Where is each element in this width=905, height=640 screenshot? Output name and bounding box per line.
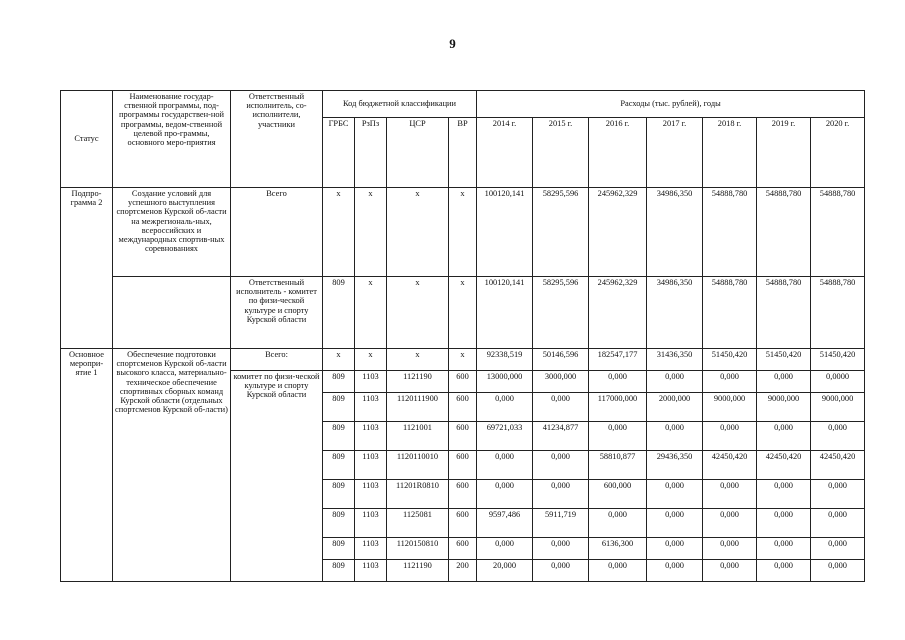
cell-value: 0,000 — [703, 480, 757, 509]
cell-csr: 1125081 — [387, 509, 449, 538]
cell-value: 0,000 — [533, 538, 589, 560]
cell-value: 42450,420 — [811, 451, 865, 480]
cell-vr: х — [449, 349, 477, 371]
cell-value: 34986,350 — [647, 277, 703, 349]
block2-row — [61, 349, 865, 371]
header-expenses: Расходы (тыс. рублей), годы — [477, 91, 865, 118]
cell-value: 5911,719 — [533, 509, 589, 538]
cell-csr: х — [387, 277, 449, 349]
cell-value: 0,000 — [589, 509, 647, 538]
cell-grbs: 809 — [323, 538, 355, 560]
cell-value: 9597,486 — [477, 509, 533, 538]
cell-value: 0,000 — [533, 560, 589, 582]
cell-value: 0,000 — [811, 480, 865, 509]
cell-value: 54888,780 — [811, 188, 865, 277]
cell-value: 69721,033 — [477, 422, 533, 451]
cell-value: 50146,596 — [533, 349, 589, 371]
cell-csr: 1120110010 — [387, 451, 449, 480]
cell-value: 20,000 — [477, 560, 533, 582]
header-rzpr: РзПз — [355, 118, 387, 188]
cell-grbs: 809 — [323, 560, 355, 582]
cell-rzpr: 1103 — [355, 422, 387, 451]
cell-value: 6136,300 — [589, 538, 647, 560]
block2-executor-total: Всего: — [231, 349, 323, 371]
cell-value: 54888,780 — [757, 277, 811, 349]
cell-grbs: 809 — [323, 371, 355, 393]
cell-grbs: х — [323, 188, 355, 277]
cell-value: 9000,000 — [757, 393, 811, 422]
cell-value: 34986,350 — [647, 188, 703, 277]
cell-value: 41234,877 — [533, 422, 589, 451]
cell-rzpr: 1103 — [355, 560, 387, 582]
header-budget-code: Код бюджетной классификации — [323, 91, 477, 118]
header-vr: ВР — [449, 118, 477, 188]
cell-value: 54888,780 — [703, 188, 757, 277]
block1-executor-total: Всего — [231, 188, 323, 277]
cell-value: 31436,350 — [647, 349, 703, 371]
cell-value: 0,000 — [647, 371, 703, 393]
cell-vr: 600 — [449, 480, 477, 509]
cell-value: 0,000 — [811, 422, 865, 451]
cell-vr: 600 — [449, 393, 477, 422]
cell-value: 54888,780 — [811, 277, 865, 349]
cell-value: 0,000 — [703, 538, 757, 560]
cell-value: 0,000 — [477, 393, 533, 422]
header-executor: Ответственный исполнитель, со-исполнители, участники — [231, 91, 323, 188]
cell-value: 0,000 — [647, 480, 703, 509]
cell-value: 0,000 — [703, 560, 757, 582]
cell-value: 29436,350 — [647, 451, 703, 480]
cell-vr: 600 — [449, 422, 477, 451]
cell-csr: 1121190 — [387, 560, 449, 582]
cell-value: 9000,000 — [811, 393, 865, 422]
cell-rzpr: х — [355, 188, 387, 277]
cell-value: 245962,329 — [589, 188, 647, 277]
block1-executor-responsible: Ответственный исполнитель - комитет по физи-ческой культуре и спорту Курской области — [231, 277, 323, 349]
header-year: 2014 г. — [477, 118, 533, 188]
cell-value: 100120,141 — [477, 277, 533, 349]
page-number: 9 — [449, 36, 456, 51]
cell-grbs: 809 — [323, 509, 355, 538]
cell-value: 0,000 — [533, 480, 589, 509]
cell-value: 0,0000 — [811, 371, 865, 393]
cell-vr: 200 — [449, 560, 477, 582]
cell-vr: 600 — [449, 371, 477, 393]
cell-csr: 1120111900 — [387, 393, 449, 422]
cell-value: 245962,329 — [589, 277, 647, 349]
cell-vr: х — [449, 277, 477, 349]
cell-value: 51450,420 — [757, 349, 811, 371]
cell-grbs: х — [323, 349, 355, 371]
header-name: Наименование государ-ственной программы, под-программы государствен-ной программы, ведом-ственной целевой про-граммы, основного меро-приятия — [113, 91, 231, 188]
block1-status: Подпро-грамма 2 — [61, 188, 113, 349]
cell-value: 0,000 — [757, 509, 811, 538]
cell-value: 0,000 — [647, 509, 703, 538]
budget-table — [60, 90, 865, 582]
header-year: 2018 г. — [703, 118, 757, 188]
cell-value: 58810,877 — [589, 451, 647, 480]
cell-value: 0,000 — [757, 422, 811, 451]
cell-rzpr: 1103 — [355, 371, 387, 393]
cell-vr: 600 — [449, 509, 477, 538]
cell-value: 2000,000 — [647, 393, 703, 422]
cell-grbs: 809 — [323, 480, 355, 509]
cell-csr: 1121190 — [387, 371, 449, 393]
cell-value: 0,000 — [757, 560, 811, 582]
cell-value: 0,000 — [589, 371, 647, 393]
cell-value: 54888,780 — [757, 188, 811, 277]
cell-csr: 11201R0810 — [387, 480, 449, 509]
block2-status: Основное меропри-ятие 1 — [61, 349, 113, 582]
cell-value: 0,000 — [647, 422, 703, 451]
cell-rzpr: 1103 — [355, 451, 387, 480]
cell-value: 0,000 — [811, 538, 865, 560]
cell-value: 42450,420 — [757, 451, 811, 480]
cell-vr: х — [449, 188, 477, 277]
cell-rzpr: 1103 — [355, 393, 387, 422]
cell-grbs: 809 — [323, 277, 355, 349]
cell-csr: х — [387, 349, 449, 371]
cell-value: 117000,000 — [589, 393, 647, 422]
cell-value: 9000,000 — [703, 393, 757, 422]
cell-csr: 1120150810 — [387, 538, 449, 560]
cell-vr: 600 — [449, 538, 477, 560]
cell-rzpr: 1103 — [355, 538, 387, 560]
cell-value: 0,000 — [477, 480, 533, 509]
cell-value: 0,000 — [589, 422, 647, 451]
cell-rzpr: х — [355, 277, 387, 349]
header-year: 2016 г. — [589, 118, 647, 188]
cell-value: 0,000 — [533, 451, 589, 480]
block1-name: Создание условий для успешного выступления спортсменов Курской об-ласти на межрегиональ-ных, всероссийских и международных спортив-ных соревнованиях — [113, 188, 231, 277]
cell-value: 0,000 — [647, 538, 703, 560]
header-status: Статус — [61, 91, 113, 188]
cell-csr: 1121001 — [387, 422, 449, 451]
cell-value: 0,000 — [703, 509, 757, 538]
cell-rzpr: 1103 — [355, 509, 387, 538]
cell-value: 0,000 — [811, 560, 865, 582]
block1-name-empty — [113, 277, 231, 349]
cell-value: 58295,596 — [533, 188, 589, 277]
cell-value: 3000,000 — [533, 371, 589, 393]
cell-value: 0,000 — [757, 371, 811, 393]
header-csr: ЦСР — [387, 118, 449, 188]
cell-vr: 600 — [449, 451, 477, 480]
cell-grbs: 809 — [323, 393, 355, 422]
cell-rzpr: х — [355, 349, 387, 371]
header-year: 2020 г. — [811, 118, 865, 188]
cell-value: 0,000 — [757, 538, 811, 560]
cell-value: 54888,780 — [703, 277, 757, 349]
cell-csr: х — [387, 188, 449, 277]
cell-rzpr: 1103 — [355, 480, 387, 509]
header-grbs: ГРБС — [323, 118, 355, 188]
cell-value: 182547,177 — [589, 349, 647, 371]
header-year: 2019 г. — [757, 118, 811, 188]
cell-value: 0,000 — [647, 560, 703, 582]
cell-value: 51450,420 — [703, 349, 757, 371]
cell-value: 600,000 — [589, 480, 647, 509]
cell-value: 0,000 — [477, 538, 533, 560]
cell-value: 58295,596 — [533, 277, 589, 349]
cell-value: 42450,420 — [703, 451, 757, 480]
header-year: 2015 г. — [533, 118, 589, 188]
cell-value: 0,000 — [703, 422, 757, 451]
block2-executor: комитет по физи-ческой культуре и спорту Курской области — [231, 371, 323, 582]
cell-value: 0,000 — [811, 509, 865, 538]
cell-value: 0,000 — [589, 560, 647, 582]
cell-value: 0,000 — [757, 480, 811, 509]
cell-grbs: 809 — [323, 451, 355, 480]
cell-value: 0,000 — [533, 393, 589, 422]
block2-name: Обеспечение подготовки спортсменов Курской об-ласти высокого класса, материально-техническое обеспечение спортивных сборных команд Курской области (отдельных спортсменов Курской об-ласти) — [113, 349, 231, 582]
cell-value: 92338,519 — [477, 349, 533, 371]
cell-grbs: 809 — [323, 422, 355, 451]
cell-value: 51450,420 — [811, 349, 865, 371]
cell-value: 0,000 — [477, 451, 533, 480]
header-year: 2017 г. — [647, 118, 703, 188]
cell-value: 13000,000 — [477, 371, 533, 393]
cell-value: 0,000 — [703, 371, 757, 393]
cell-value: 100120,141 — [477, 188, 533, 277]
